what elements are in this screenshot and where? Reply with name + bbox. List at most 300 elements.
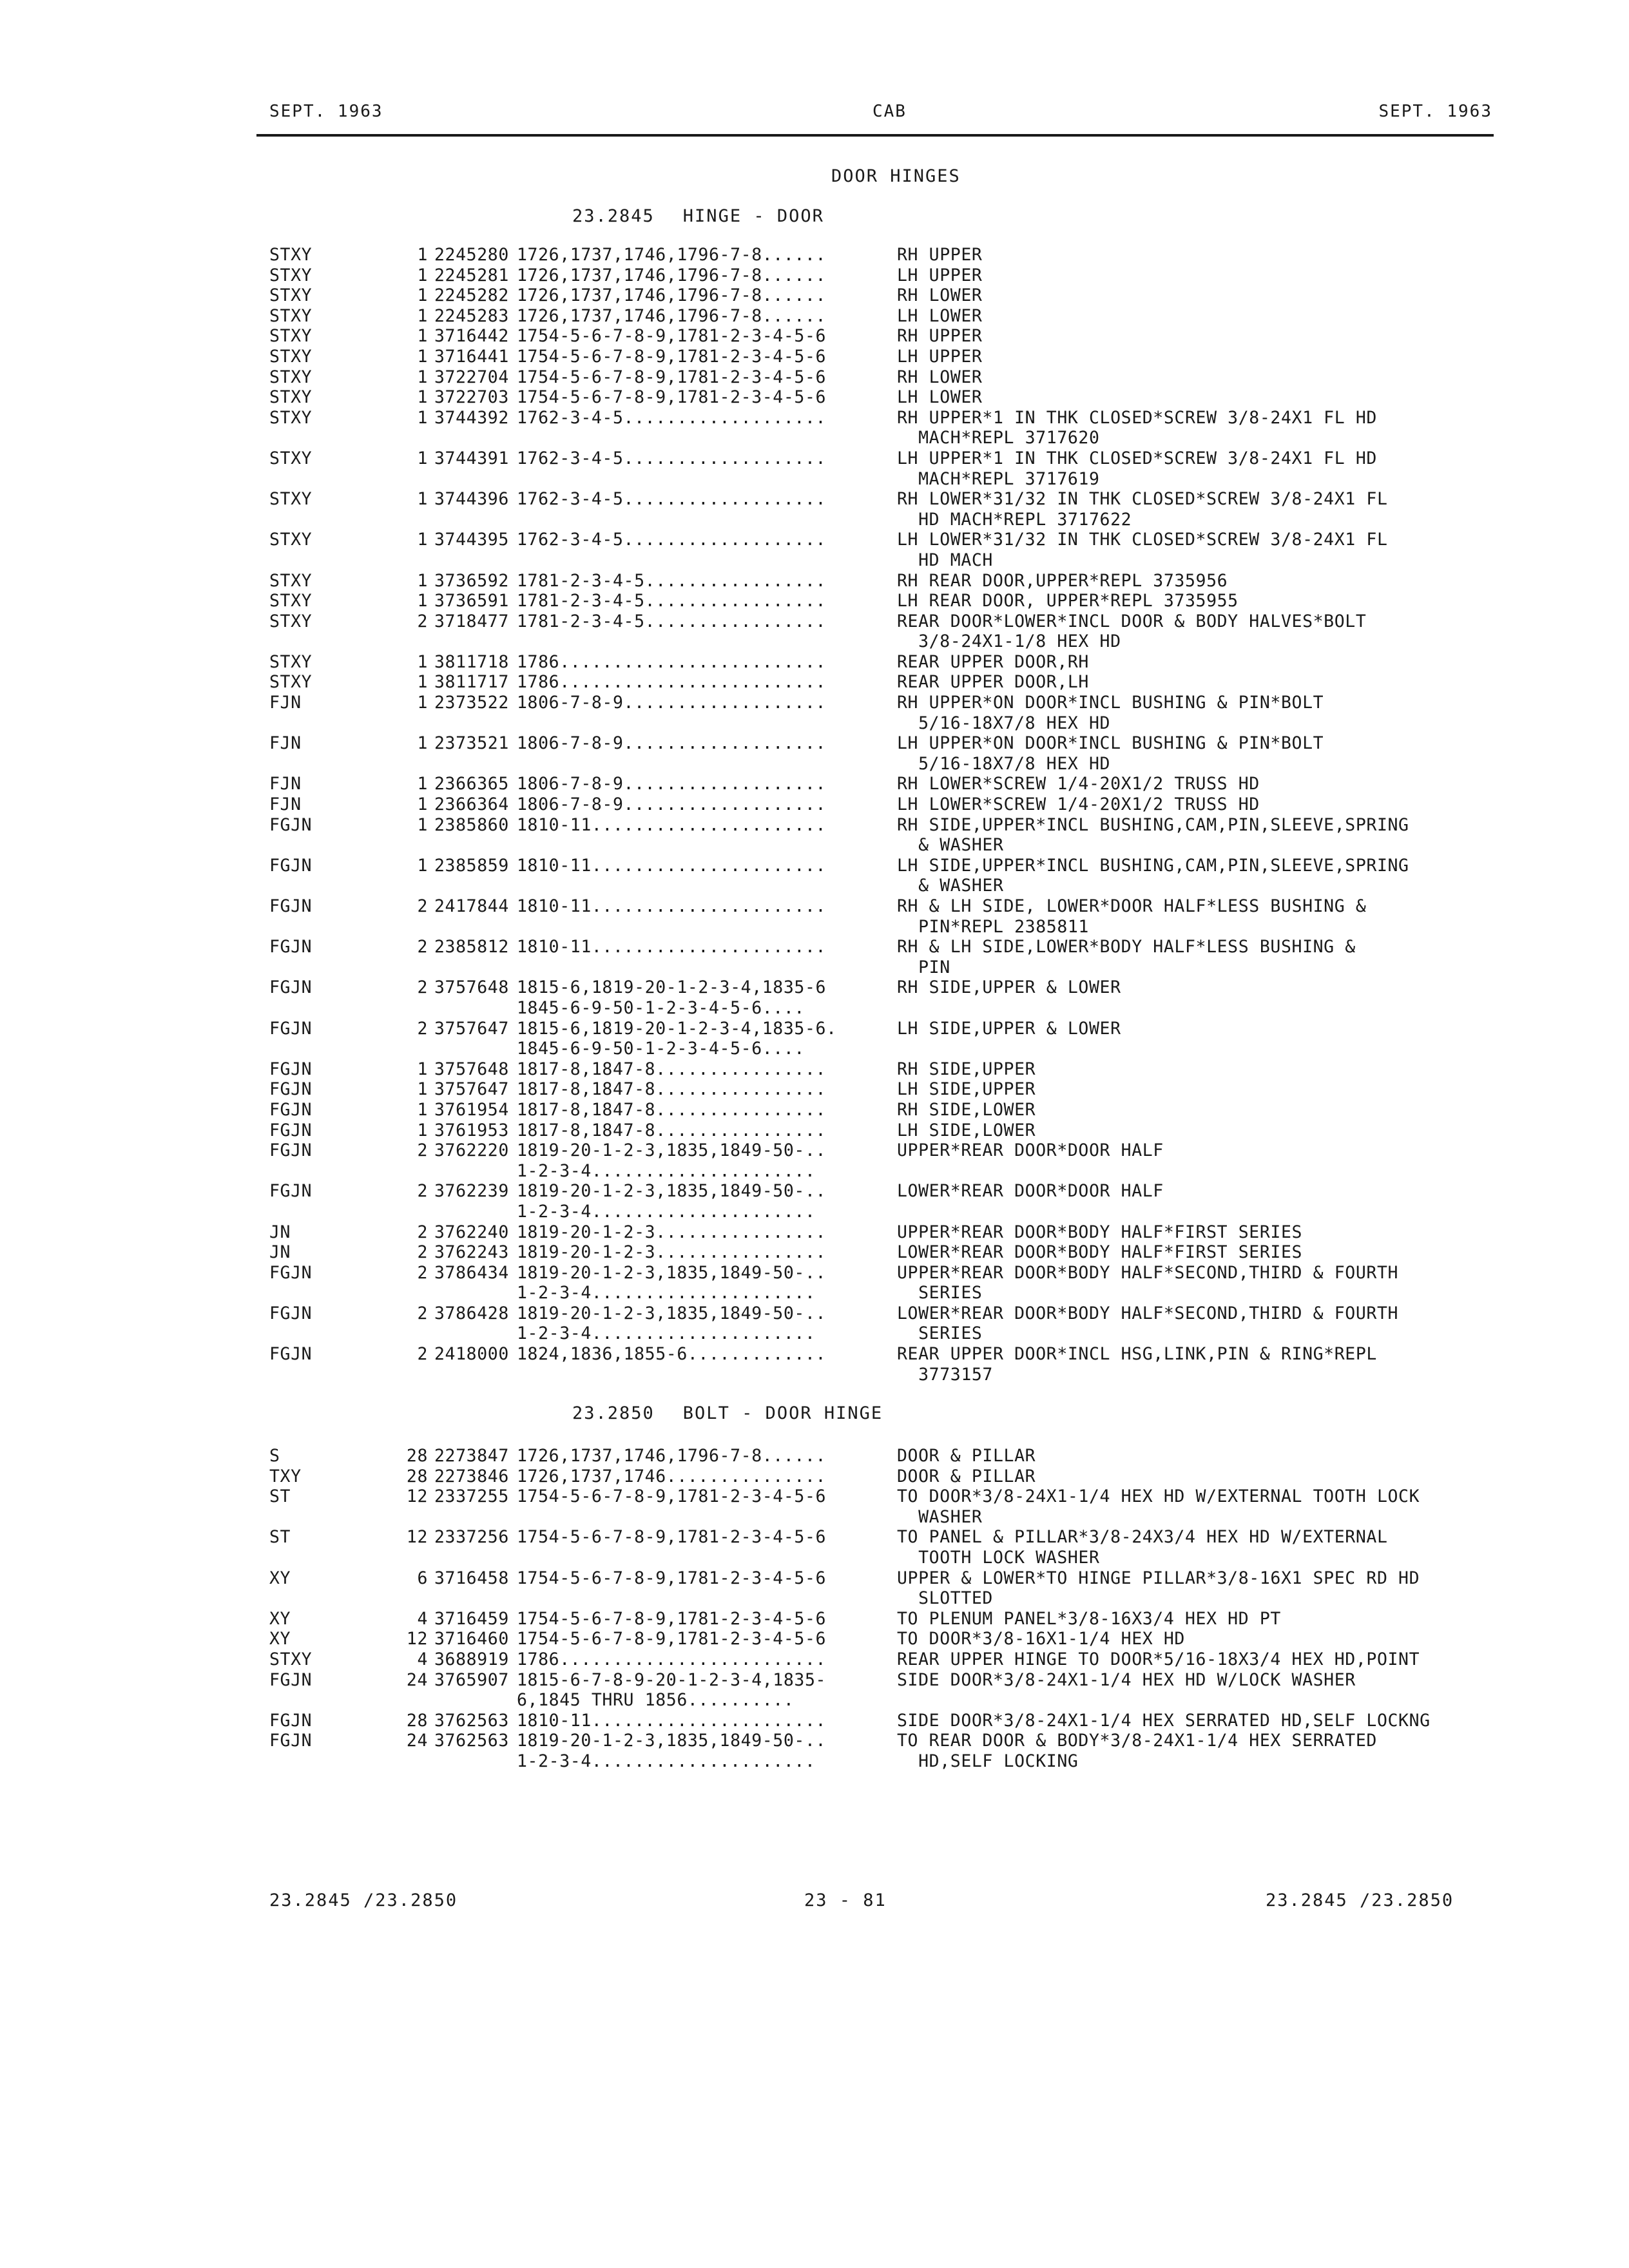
part-number: 3744396 (434, 489, 509, 510)
part-number (434, 631, 517, 652)
application: 1815-6,1819-20-1-2-3-4,1835-6. (517, 1018, 837, 1039)
parts-row (269, 245, 1528, 265)
description: REAR UPPER DOOR*INCL HSG,LINK,PIN & RING*REPL (897, 1344, 1377, 1365)
parts-row (269, 285, 1528, 306)
parts-row (269, 754, 1528, 774)
usage-code: FGJN (269, 1669, 313, 1690)
parts-row (269, 1019, 1528, 1039)
usage-code: FGJN (269, 1079, 313, 1100)
quantity: 12 (406, 1629, 428, 1649)
quantity: 2 (417, 1140, 428, 1161)
usage-code: STXY (269, 1649, 313, 1669)
part-number (434, 1283, 517, 1303)
application: 1754-5-6-7-8-9,1781-2-3-4-5-6 (517, 1527, 827, 1548)
part-number: 2417844 (434, 896, 509, 916)
usage-code: FJN (269, 693, 302, 713)
application: 1726,1737,1746,1796-7-8...... (517, 285, 827, 306)
quantity (383, 713, 434, 734)
description: WASHER (897, 1506, 983, 1527)
parts-row (269, 387, 1528, 408)
parts-row (269, 1059, 1528, 1080)
usage-code (269, 1690, 383, 1711)
parts-row (269, 326, 1528, 347)
usage-code: STXY (269, 387, 313, 408)
part-number: 3722703 (434, 387, 509, 408)
parts-row (269, 937, 1528, 957)
description: SERIES (897, 1323, 983, 1344)
usage-code: XY (269, 1629, 291, 1649)
usage-code (269, 1588, 383, 1609)
part-number: 2366364 (434, 794, 509, 815)
parts-row (269, 1690, 1528, 1711)
description: REAR UPPER DOOR,LH (897, 672, 1089, 693)
usage-code: TXY (269, 1466, 302, 1486)
quantity: 1 (417, 570, 428, 591)
usage-code (269, 510, 383, 530)
application: 1806-7-8-9................... (517, 733, 827, 754)
description: RH LOWER*31/32 IN THK CLOSED*SCREW 3/8-24X1 FL (897, 489, 1388, 510)
description: LH SIDE,LOWER (897, 1120, 1036, 1140)
description: RH UPPER (897, 326, 983, 347)
part-number: 3736592 (434, 570, 509, 591)
usage-code (269, 550, 383, 571)
quantity (383, 754, 434, 774)
description: RH UPPER*1 IN THK CLOSED*SCREW 3/8-24X1 FL HD (897, 407, 1377, 428)
application: 1819-20-1-2-3,1835,1849-50-.. (517, 1181, 827, 1202)
parts-row (269, 1568, 1528, 1589)
quantity (383, 1690, 434, 1711)
quantity (383, 1039, 434, 1059)
parts-row (269, 306, 1528, 327)
usage-code: FGJN (269, 1140, 313, 1161)
parts-row (269, 998, 1528, 1019)
quantity (383, 631, 434, 652)
quantity: 12 (406, 1486, 428, 1507)
description: LH LOWER (897, 305, 983, 326)
description: LH REAR DOOR, UPPER*REPL 3735955 (897, 591, 1239, 611)
footer-range-right: 23.2845 /23.2850 (1266, 1890, 1454, 1910)
parts-row (269, 1609, 1528, 1629)
application: 1754-5-6-7-8-9,1781-2-3-4-5-6 (517, 1629, 827, 1649)
usage-code: FGJN (269, 1710, 313, 1731)
application: 1819-20-1-2-3,1835,1849-50-.. (517, 1731, 827, 1751)
description: RH LOWER (897, 285, 983, 306)
parts-row (269, 652, 1528, 673)
quantity (383, 1323, 434, 1344)
part-number: 3718477 (434, 611, 509, 631)
description: RH LOWER (897, 367, 983, 387)
quantity: 1 (417, 305, 428, 326)
description: RH UPPER*ON DOOR*INCL BUSHING & PIN*BOLT (897, 693, 1324, 713)
application (517, 631, 897, 652)
application: 1810-11...................... (517, 1710, 827, 1731)
part-number: 3811717 (434, 672, 509, 693)
usage-code: STXY (269, 245, 313, 265)
quantity: 1 (417, 1079, 428, 1100)
description: LH SIDE,UPPER & LOWER (897, 1018, 1121, 1039)
quantity (383, 469, 434, 490)
quantity (383, 1202, 434, 1222)
parts-row (269, 1303, 1528, 1324)
application: 1819-20-1-2-3,1835,1849-50-.. (517, 1303, 827, 1323)
description: TOOTH LOCK WASHER (897, 1547, 1100, 1568)
application: 1819-20-1-2-3................ (517, 1222, 827, 1242)
quantity: 6 (417, 1568, 428, 1588)
application (517, 469, 897, 490)
quantity (383, 550, 434, 571)
application: 1754-5-6-7-8-9,1781-2-3-4-5-6 (517, 346, 827, 367)
usage-code: FGJN (269, 1120, 313, 1140)
part-number: 2373521 (434, 733, 509, 754)
parts-row (269, 1486, 1528, 1507)
quantity: 28 (406, 1466, 428, 1486)
part-number (434, 1365, 517, 1385)
quantity: 4 (417, 1649, 428, 1669)
part-number (434, 876, 517, 896)
part-number: 3744391 (434, 448, 509, 468)
quantity: 2 (417, 1344, 428, 1365)
usage-code: FGJN (269, 937, 313, 957)
usage-code: JN (269, 1222, 291, 1242)
application: 1726,1737,1746,1796-7-8...... (517, 265, 827, 285)
parts-row (269, 794, 1528, 815)
application: 1726,1737,1746,1796-7-8...... (517, 1446, 827, 1466)
quantity: 1 (417, 794, 428, 815)
part-number (434, 1507, 517, 1528)
usage-code: FGJN (269, 1018, 313, 1039)
description: TO REAR DOOR & BODY*3/8-24X1-1/4 HEX SERRATED (897, 1731, 1377, 1751)
part-number: 3762563 (434, 1710, 509, 1731)
parts-row (269, 1283, 1528, 1303)
description: MACH*REPL 3717619 (897, 468, 1100, 489)
quantity: 1 (417, 407, 428, 428)
parts-row (269, 1222, 1528, 1243)
parts-row (269, 571, 1528, 591)
parts-row (269, 1100, 1528, 1120)
parts-row (269, 1446, 1528, 1466)
usage-code (269, 631, 383, 652)
quantity: 1 (417, 855, 428, 876)
description: LH UPPER*1 IN THK CLOSED*SCREW 3/8-24X1 FL HD (897, 448, 1377, 468)
application: 1754-5-6-7-8-9,1781-2-3-4-5-6 (517, 367, 827, 387)
quantity: 12 (406, 1527, 428, 1548)
parts-row (269, 1039, 1528, 1059)
parts-row (269, 1202, 1528, 1222)
usage-code: FGJN (269, 855, 313, 876)
usage-code: FGJN (269, 1344, 313, 1365)
header-date-left: SEPT. 1963 (269, 102, 383, 121)
usage-code (269, 835, 383, 856)
quantity: 2 (417, 1222, 428, 1242)
application: 1819-20-1-2-3................ (517, 1242, 827, 1263)
part-number: 3744392 (434, 407, 509, 428)
usage-code (269, 428, 383, 448)
part-number: 2273847 (434, 1446, 509, 1466)
quantity: 1 (417, 1120, 428, 1140)
usage-code: STXY (269, 651, 313, 672)
part-number (434, 1751, 517, 1772)
description: TO PLENUM PANEL*3/8-16X3/4 HEX HD PT (897, 1608, 1281, 1629)
description: HD MACH*REPL 3717622 (897, 509, 1132, 530)
quantity: 28 (406, 1446, 428, 1466)
part-number: 3716459 (434, 1608, 509, 1629)
application: 1806-7-8-9................... (517, 794, 827, 815)
part-number: 3761954 (434, 1099, 509, 1120)
part-number (434, 998, 517, 1019)
application: 1754-5-6-7-8-9,1781-2-3-4-5-6 (517, 326, 827, 347)
usage-code: STXY (269, 611, 313, 631)
usage-code: STXY (269, 672, 313, 693)
quantity: 2 (417, 1242, 428, 1263)
usage-code: STXY (269, 448, 313, 468)
parts-row (269, 591, 1528, 611)
part-number: 3744395 (434, 530, 509, 550)
application (517, 550, 897, 571)
quantity: 1 (417, 387, 428, 408)
application (517, 835, 897, 856)
quantity: 1 (417, 591, 428, 611)
usage-code (269, 917, 383, 937)
usage-code: STXY (269, 346, 313, 367)
parts-row (269, 408, 1528, 428)
description: LOWER*REAR DOOR*BODY HALF*FIRST SERIES (897, 1242, 1303, 1263)
application: 1824,1836,1855-6............. (517, 1344, 827, 1365)
application: 1810-11...................... (517, 814, 827, 835)
quantity: 2 (417, 937, 428, 957)
part-number: 3762240 (434, 1222, 509, 1242)
description: RH LOWER*SCREW 1/4-20X1/2 TRUSS HD (897, 774, 1260, 794)
application: 1726,1737,1746,1796-7-8...... (517, 305, 827, 326)
usage-code: FGJN (269, 1059, 313, 1079)
parts-row (269, 1323, 1528, 1344)
usage-code (269, 469, 383, 490)
parts-row (269, 265, 1528, 286)
usage-code (269, 1161, 383, 1182)
application: 1-2-3-4..................... (517, 1283, 816, 1303)
parts-row (269, 1527, 1528, 1548)
part-number (434, 1039, 517, 1059)
description: HD MACH (897, 550, 993, 570)
usage-code: FJN (269, 774, 302, 794)
usage-code: STXY (269, 367, 313, 387)
usage-code: FGJN (269, 896, 313, 916)
part-number: 3716458 (434, 1568, 509, 1588)
part-number (434, 1202, 517, 1222)
part-number: 3786428 (434, 1303, 509, 1323)
parts-row (269, 1365, 1528, 1385)
parts-row (269, 957, 1528, 978)
part-number (434, 754, 517, 774)
parts-row (269, 1181, 1528, 1202)
usage-code: STXY (269, 591, 313, 611)
parts-row (269, 977, 1528, 998)
part-number: 2385859 (434, 855, 509, 876)
usage-code: STXY (269, 326, 313, 347)
usage-code: STXY (269, 265, 313, 285)
application: 1781-2-3-4-5................. (517, 611, 827, 631)
part-number: 2245283 (434, 305, 509, 326)
application: 1762-3-4-5................... (517, 489, 827, 510)
quantity: 28 (406, 1710, 428, 1731)
description: LH UPPER (897, 265, 983, 285)
part-number: 3786434 (434, 1262, 509, 1283)
usage-code: FGJN (269, 1303, 313, 1323)
usage-code: JN (269, 1242, 291, 1263)
quantity (383, 1751, 434, 1772)
quantity: 1 (417, 285, 428, 306)
page-number: 23 - 81 (804, 1890, 887, 1910)
parts-row (269, 469, 1528, 490)
bolt-parts-list (269, 1446, 1528, 1772)
quantity: 1 (417, 346, 428, 367)
part-number (434, 713, 517, 734)
usage-code (269, 1365, 383, 1385)
quantity (383, 1548, 434, 1568)
application: 1817-8,1847-8................ (517, 1059, 827, 1079)
application: 1-2-3-4..................... (517, 1751, 816, 1771)
application (517, 1548, 897, 1568)
part-number: 3757648 (434, 1059, 509, 1079)
application: 1815-6-7-8-9-20-1-2-3-4,1835- (517, 1669, 827, 1690)
description: REAR UPPER DOOR,RH (897, 651, 1089, 672)
usage-code (269, 1507, 383, 1528)
description: RH UPPER (897, 245, 983, 265)
quantity: 1 (417, 814, 428, 835)
section-name: BOLT - DOOR HINGE (682, 1403, 883, 1423)
quantity: 4 (417, 1608, 428, 1629)
part-number (434, 917, 517, 937)
application: 1754-5-6-7-8-9,1781-2-3-4-5-6 (517, 387, 827, 408)
parts-row (269, 367, 1528, 388)
part-number (434, 469, 517, 490)
description: LH LOWER*31/32 IN THK CLOSED*SCREW 3/8-24X1 FL (897, 530, 1388, 550)
usage-code: S (269, 1446, 280, 1466)
quantity: 1 (417, 367, 428, 387)
quantity: 1 (417, 733, 428, 754)
description (897, 1202, 1528, 1222)
part-number: 2245282 (434, 285, 509, 306)
description: LH SIDE,UPPER*INCL BUSHING,CAM,PIN,SLEEVE,SPRING (897, 855, 1409, 876)
part-number: 2366365 (434, 774, 509, 794)
usage-code: ST (269, 1486, 291, 1507)
application: 1726,1737,1746............... (517, 1466, 827, 1486)
quantity: 1 (417, 693, 428, 713)
description: TO DOOR*3/8-16X1-1/4 HEX HD (897, 1629, 1185, 1649)
part-number: 3757647 (434, 1018, 509, 1039)
description: LH UPPER (897, 346, 983, 367)
part-number: 3736591 (434, 591, 509, 611)
application: 1810-11...................... (517, 896, 827, 916)
quantity: 1 (417, 265, 428, 285)
quantity (383, 917, 434, 937)
description: SIDE DOOR*3/8-24X1-1/4 HEX SERRATED HD,SELF LOCKNG (897, 1710, 1431, 1731)
part-number (434, 510, 517, 530)
usage-code: FGJN (269, 1262, 313, 1283)
part-number: 3762239 (434, 1181, 509, 1202)
parts-row (269, 693, 1528, 713)
application: 1786......................... (517, 1649, 827, 1669)
parts-row (269, 489, 1528, 510)
hinge-parts-list (269, 245, 1528, 1385)
section-heading-bolt (572, 1403, 883, 1423)
quantity (383, 998, 434, 1019)
usage-code (269, 754, 383, 774)
usage-code: STXY (269, 305, 313, 326)
parts-row (269, 1120, 1528, 1141)
parts-row (269, 1649, 1528, 1670)
usage-code: XY (269, 1608, 291, 1629)
application: 1-2-3-4..................... (517, 1201, 816, 1222)
quantity: 2 (417, 1262, 428, 1283)
usage-code: FGJN (269, 977, 313, 998)
header-date-right: SEPT. 1963 (1378, 102, 1492, 121)
usage-code (269, 1548, 383, 1568)
application: 1754-5-6-7-8-9,1781-2-3-4-5-6 (517, 1568, 827, 1588)
description: LOWER*REAR DOOR*BODY HALF*SECOND,THIRD & FOURTH (897, 1303, 1399, 1323)
description: RH SIDE,UPPER (897, 1059, 1036, 1079)
parts-row (269, 1507, 1528, 1528)
part-number: 3716442 (434, 326, 509, 347)
parts-row (269, 1140, 1528, 1161)
parts-row (269, 1242, 1528, 1263)
description (897, 998, 1528, 1019)
part-number: 2385812 (434, 937, 509, 957)
part-number: 2373522 (434, 693, 509, 713)
quantity: 2 (417, 977, 428, 998)
quantity: 1 (417, 489, 428, 510)
quantity (383, 1283, 434, 1303)
parts-row (269, 347, 1528, 367)
description: TO PANEL & PILLAR*3/8-24X3/4 HEX HD W/EXTERNAL (897, 1527, 1388, 1548)
usage-code: FGJN (269, 1181, 313, 1202)
footer-range-left: 23.2845 /23.2850 (269, 1890, 458, 1910)
parts-row (269, 550, 1528, 571)
parts-row (269, 733, 1528, 754)
application: 1845-6-9-50-1-2-3-4-5-6.... (517, 1039, 805, 1059)
part-number (434, 1690, 517, 1711)
description: RH SIDE,LOWER (897, 1099, 1036, 1120)
quantity: 1 (417, 1099, 428, 1120)
usage-code (269, 1039, 383, 1059)
description: 5/16-18X7/8 HEX HD (897, 713, 1111, 733)
description: LOWER*REAR DOOR*DOOR HALF (897, 1181, 1164, 1202)
application: 1817-8,1847-8................ (517, 1120, 827, 1140)
application (517, 510, 897, 530)
application: 1806-7-8-9................... (517, 774, 827, 794)
header-section-title: CAB (872, 102, 907, 121)
description: LH SIDE,UPPER (897, 1079, 1036, 1100)
description: LH LOWER*SCREW 1/4-20X1/2 TRUSS HD (897, 794, 1260, 815)
application: 1810-11...................... (517, 937, 827, 957)
part-number (434, 957, 517, 978)
quantity: 2 (417, 1018, 428, 1039)
part-number: 3765907 (434, 1669, 509, 1690)
description: & WASHER (897, 835, 1004, 856)
description: DOOR & PILLAR (897, 1446, 1036, 1466)
section-heading-hinge (572, 206, 824, 226)
usage-code (269, 1751, 383, 1772)
usage-code: FJN (269, 733, 302, 754)
part-number: 2245281 (434, 265, 509, 285)
usage-code: XY (269, 1568, 291, 1588)
parts-row (269, 1751, 1528, 1772)
description: UPPER*REAR DOOR*DOOR HALF (897, 1140, 1164, 1161)
parts-row (269, 1588, 1528, 1609)
usage-code (269, 1323, 383, 1344)
parts-row (269, 672, 1528, 693)
part-number (434, 550, 517, 571)
usage-code: STXY (269, 407, 313, 428)
